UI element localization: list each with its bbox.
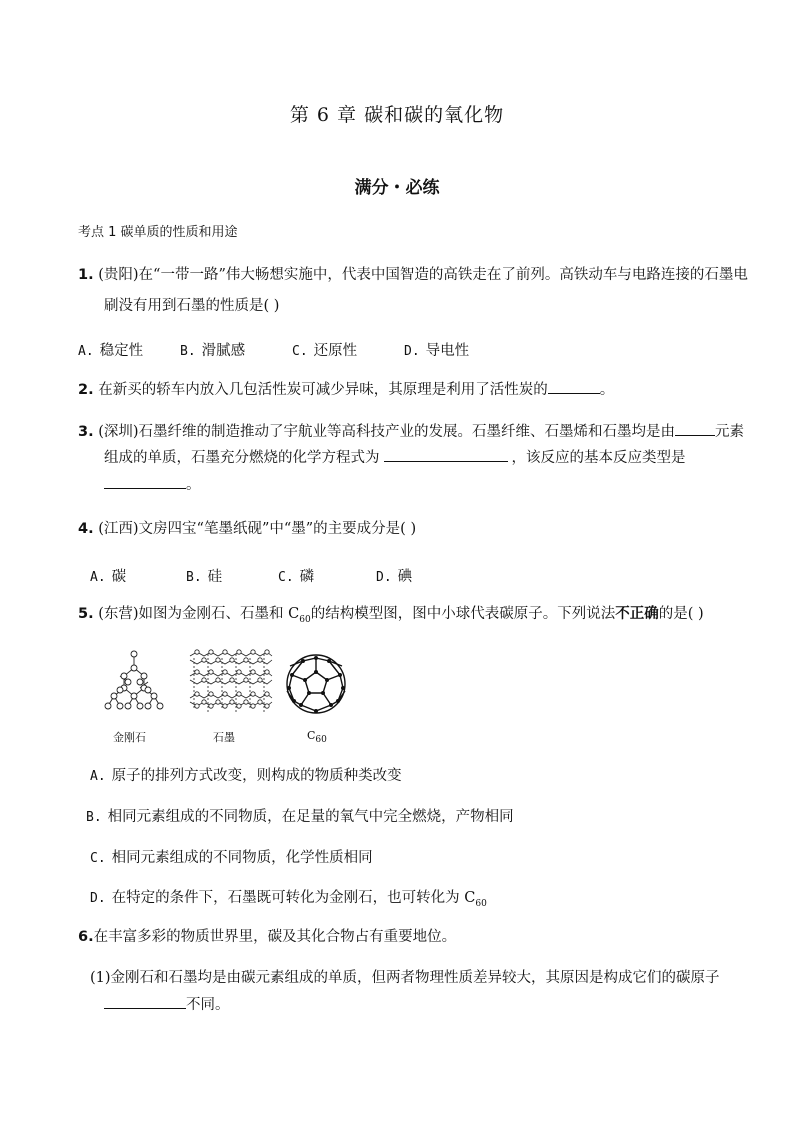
option-label: A.: [78, 344, 94, 359]
option-text: 还原性: [313, 343, 358, 359]
answer-blank[interactable]: [104, 474, 186, 489]
question-text: 不同。: [186, 997, 230, 1013]
option-text: 相同元素组成的不同物质，化学性质相同: [111, 850, 373, 866]
question-1-line-1: [78, 262, 748, 288]
question-6-part-1-line-2: [104, 992, 230, 1018]
option-text: 在特定的条件下，石墨既可转化为金刚石，也可转化为 C: [111, 890, 476, 906]
question-4-option-c[interactable]: [278, 565, 314, 586]
option-label: C.: [90, 851, 106, 866]
question-text: 元素: [715, 424, 745, 440]
option-label: B.: [186, 570, 202, 585]
topic-heading: 考点 1 碳单质的性质和用途: [78, 225, 238, 240]
question-5-option-d[interactable]: [90, 886, 487, 909]
subscript: 60: [299, 614, 311, 625]
question-text: 组成的单质，石墨充分燃烧的化学方程式为: [104, 450, 380, 466]
question-number: 3.: [78, 424, 94, 440]
option-text: 相同元素组成的不同物质，在足量的氧气中完全燃烧，产物相同: [107, 809, 514, 825]
question-number: 4.: [78, 521, 94, 537]
option-label: A.: [90, 769, 106, 784]
chapter-title: 第 6 章 碳和碳的氧化物: [289, 104, 505, 126]
question-2: [78, 377, 614, 403]
c60-caption: [307, 729, 327, 745]
question-6-part-1-line-1: (1)金刚石和石墨均是由碳元素组成的单质，但两者物理性质差异较大，其原因是构成它们的碳原子: [90, 970, 720, 986]
question-text: 在丰富多彩的物质世界里，碳及其化合物占有重要地位。: [93, 929, 457, 945]
diamond-structure-illustration: [105, 651, 163, 709]
option-label: A.: [90, 570, 106, 585]
question-4-option-d[interactable]: [376, 565, 412, 586]
option-text: 滑腻感: [201, 343, 246, 359]
option-text: 原子的排列方式改变，则构成的物质种类改变: [111, 768, 402, 784]
option-label: B.: [86, 810, 102, 825]
option-label: D.: [404, 344, 420, 359]
question-text: (深圳)石墨纤维的制造推动了宇航业等高科技产业的发展。石墨纤维、石墨烯和石墨均是由: [98, 424, 676, 440]
question-text: 在新买的轿车内放入几包活性炭可减少异味，其原理是利用了活性炭的: [98, 382, 548, 398]
question-5: [78, 601, 704, 633]
graphite-structure-illustration: [190, 650, 272, 712]
answer-blank[interactable]: [384, 447, 508, 462]
option-label: B.: [180, 344, 196, 359]
option-text: 硅: [207, 569, 223, 585]
question-text: (东营)如图为金刚石、石墨和 C: [98, 606, 300, 622]
emphasis-text: 不正确: [615, 605, 659, 622]
question-4-option-a[interactable]: [90, 565, 126, 586]
question-text: 的结构模型图，图中小球代表碳原子。下列说法: [310, 606, 616, 622]
option-label: D.: [376, 570, 392, 585]
question-text: ，该反应的基本反应类型是: [511, 450, 686, 466]
subscript: 60: [315, 735, 327, 746]
question-6: [78, 924, 456, 950]
question-4-option-b[interactable]: [186, 565, 222, 586]
answer-blank[interactable]: [104, 994, 186, 1009]
c60-structure-illustration: [287, 655, 345, 713]
question-number: 1.: [78, 267, 94, 283]
question-5-option-c[interactable]: [90, 846, 373, 867]
answer-blank[interactable]: [675, 421, 715, 436]
option-text: 稳定性: [99, 343, 144, 359]
question-1-line-2: 刷没有用到石墨的性质是( ): [104, 298, 280, 314]
question-3-line-2: [104, 445, 686, 471]
option-label: C.: [278, 570, 294, 585]
answer-blank[interactable]: [548, 379, 600, 394]
option-label: D.: [90, 891, 106, 906]
subscript: 60: [475, 898, 487, 909]
section-subtitle: 满分・必练: [354, 178, 440, 198]
question-3-line-3: [104, 472, 201, 498]
question-1-option-a[interactable]: [78, 339, 143, 360]
option-text: 导电性: [425, 343, 470, 359]
question-text: (贵阳)在“一带一路”伟大畅想实施中，代表中国智造的高铁走在了前列。高铁动车与电路连接的石墨电: [98, 267, 748, 283]
question-1-option-c[interactable]: [292, 339, 357, 360]
question-5-option-a[interactable]: [90, 764, 402, 785]
option-text: 碳: [111, 569, 127, 585]
question-text-end: 。: [599, 382, 615, 398]
question-number: 2.: [78, 382, 94, 398]
question-number: 6.: [78, 929, 94, 945]
question-1-option-b[interactable]: [180, 339, 245, 360]
question-1-option-d[interactable]: [404, 339, 469, 360]
diamond-caption: 金刚石: [113, 731, 146, 744]
c60-caption-text: C: [307, 729, 316, 742]
question-text: (江西)文房四宝“笔墨纸砚”中“墨”的主要成分是( ): [98, 521, 417, 537]
option-label: C.: [292, 344, 308, 359]
question-text: 。: [186, 477, 201, 493]
question-4: [78, 516, 416, 542]
option-text: 磷: [299, 569, 315, 585]
graphite-caption: 石墨: [213, 731, 235, 744]
carbon-allotropes-figure: [100, 646, 360, 726]
question-text: 的是( ): [658, 606, 704, 622]
question-5-option-b[interactable]: [86, 805, 514, 826]
question-number: 5.: [78, 606, 94, 622]
question-3-line-1: [78, 419, 744, 445]
option-text: 碘: [397, 569, 413, 585]
